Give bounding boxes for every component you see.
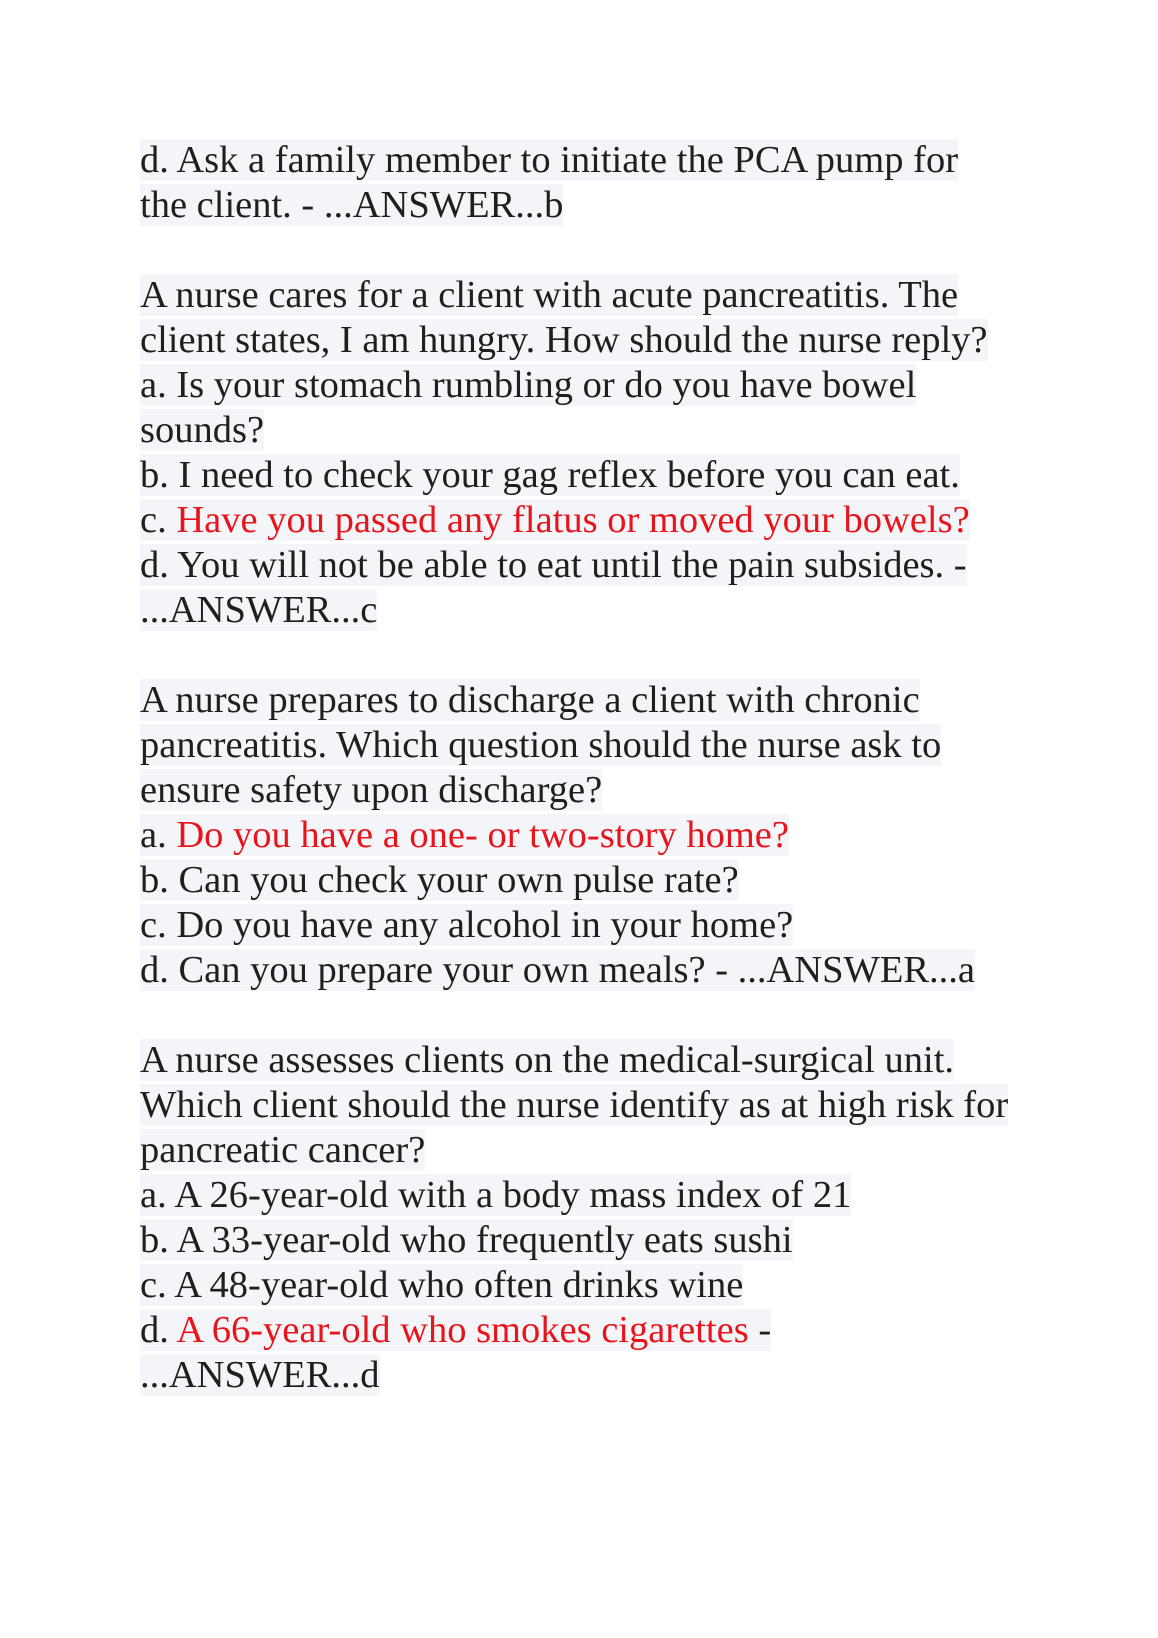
text-line (140, 1128, 1040, 1173)
text-line (140, 768, 1040, 813)
line-text (140, 409, 264, 451)
line-text (140, 679, 920, 721)
text-line (140, 408, 1040, 453)
text-line (140, 948, 1040, 993)
text-line (140, 138, 1040, 183)
line-segment: client states, I am hungry. How should the nurse reply? (140, 319, 988, 361)
line-text (140, 499, 970, 541)
line-segment: pancreatic cancer? (140, 1129, 426, 1171)
question-block (140, 1038, 1040, 1398)
line-segment: pancreatitis. Which question should the nurse ask to (140, 724, 942, 766)
text-line (140, 723, 1040, 768)
text-line (140, 273, 1040, 318)
text-line (140, 1308, 1040, 1353)
question-block (140, 678, 1040, 993)
line-segment: c. A 48-year-old who often drinks wine (140, 1264, 744, 1306)
line-text (140, 1129, 425, 1171)
line-segment: ...ANSWER...d (140, 1354, 380, 1396)
line-segment: a. Is your stomach rumbling or do you have bowel (140, 364, 917, 406)
line-segment: Which client should the nurse identify as at high risk for (140, 1084, 1009, 1126)
line-text (140, 724, 941, 766)
line-text (140, 319, 988, 361)
line-text (140, 1174, 851, 1216)
line-text (140, 1264, 743, 1306)
line-text (140, 949, 975, 991)
line-text (140, 1084, 1008, 1126)
line-segment: A nurse cares for a client with acute pancreatitis. The (140, 274, 959, 316)
text-line (140, 588, 1040, 633)
text-line (140, 1353, 1040, 1398)
line-segment: d. Ask a family member to initiate the PCA pump for (140, 139, 959, 181)
text-line (140, 1218, 1040, 1263)
text-line (140, 903, 1040, 948)
line-text (140, 274, 958, 316)
correct-answer-text: Have you passed any flatus or moved your bowels? (176, 499, 970, 541)
text-line (140, 678, 1040, 723)
line-segment: c. (140, 499, 177, 541)
line-segment: sounds? (140, 409, 265, 451)
correct-answer-text: A 66-year-old who smokes cigarettes (176, 1309, 749, 1351)
line-text (140, 1309, 771, 1351)
line-text (140, 769, 602, 811)
line-text (140, 364, 916, 406)
text-line (140, 1038, 1040, 1083)
line-text (140, 904, 793, 946)
line-segment: b. Can you check your own pulse rate? (140, 859, 739, 901)
line-text (140, 1219, 793, 1261)
line-segment: the client. - ...ANSWER...b (140, 184, 564, 226)
block-spacer (140, 633, 1040, 678)
line-segment: b. A 33-year-old who frequently eats sushi (140, 1219, 793, 1261)
block-spacer (140, 993, 1040, 1038)
line-segment: d. Can you prepare your own meals? - ...ANSWER...a (140, 949, 976, 991)
text-line (140, 543, 1040, 588)
text-line (140, 1083, 1040, 1128)
text-line (140, 813, 1040, 858)
question-block (140, 273, 1040, 633)
line-segment: ensure safety upon discharge? (140, 769, 603, 811)
line-segment: ...ANSWER...c (140, 589, 378, 631)
text-line (140, 498, 1040, 543)
line-segment: A nurse assesses clients on the medical-surgical unit. (140, 1039, 955, 1081)
line-segment: a. (140, 814, 177, 856)
line-segment: a. A 26-year-old with a body mass index of 21 (140, 1174, 852, 1216)
text-line (140, 183, 1040, 228)
line-segment: - (748, 1309, 772, 1351)
line-text (140, 859, 739, 901)
text-line (140, 453, 1040, 498)
line-text (140, 139, 958, 181)
line-segment: c. Do you have any alcohol in your home? (140, 904, 794, 946)
text-line (140, 1173, 1040, 1218)
question-block (140, 138, 1040, 228)
line-text (140, 184, 563, 226)
line-text (140, 454, 960, 496)
document-content (140, 138, 1040, 1398)
line-segment: A nurse prepares to discharge a client with chronic (140, 679, 920, 721)
text-line (140, 858, 1040, 903)
line-segment: d. (140, 1309, 177, 1351)
text-line (140, 1263, 1040, 1308)
line-text (140, 544, 967, 586)
correct-answer-text: Do you have a one- or two-story home? (176, 814, 789, 856)
line-segment: b. I need to check your gag reflex before you can eat. (140, 454, 960, 496)
text-line (140, 363, 1040, 408)
block-spacer (140, 228, 1040, 273)
line-text (140, 589, 377, 631)
line-text (140, 1354, 380, 1396)
line-text (140, 1039, 954, 1081)
line-segment: d. You will not be able to eat until the pain subsides. - (140, 544, 967, 586)
line-text (140, 814, 789, 856)
text-line (140, 318, 1040, 363)
